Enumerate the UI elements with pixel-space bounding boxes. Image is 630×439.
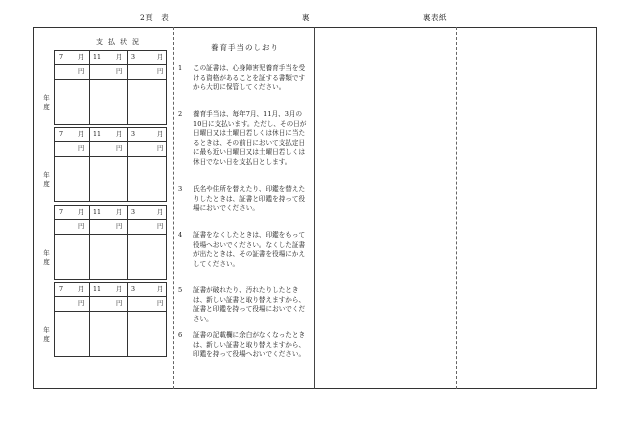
payment-amount-yen: 円	[116, 145, 123, 152]
grid-row-line	[55, 156, 166, 157]
notice-item-text: この証書は、心身障害児養育手当を受ける資格があることを証する書類ですから大切に保管してください。	[193, 64, 306, 92]
grid-row-line	[55, 79, 166, 80]
notice-item-text: 証書の記載欄に余白がなくなったときは、新しい証書と取り替えますから、印鑑を持って役場へおいでください。	[193, 331, 306, 359]
payment-block	[39, 205, 167, 280]
payment-amount-yen: 円	[157, 300, 164, 307]
notice-item-number: 3	[178, 185, 183, 193]
payment-amount-yen: 円	[78, 145, 85, 152]
payment-month-unit: 月	[116, 286, 123, 293]
notice-item-text: 養育手当は、毎年7月、11月、3月の10日に支払います。ただし、その日が日曜日又は土曜日若しくは休日に当たるときは、その前日において支払定日に最も近い日曜日又は土曜日若しくは休日でない日を支払日とします。	[193, 110, 307, 166]
payment-amount-yen: 円	[116, 68, 123, 75]
payment-block	[39, 127, 167, 202]
payment-month-unit: 月	[116, 131, 123, 138]
fiscal-year-label: 年 度	[43, 94, 50, 111]
fiscal-year-label: 年 度	[43, 171, 50, 188]
grid-column-line	[89, 206, 90, 279]
fiscal-year-label: 年 度	[43, 326, 50, 343]
payment-amount-yen: 円	[157, 68, 164, 75]
grid-row-line	[55, 141, 166, 142]
payment-month-number: 3	[131, 131, 136, 138]
payment-status-title: 支払状況	[96, 38, 144, 46]
notice-item-text: 氏名や住所を替えたり、印鑑を替えたりしたときは、証書と印鑑を持って役場においでください。	[193, 185, 306, 213]
grid-column-line	[127, 51, 128, 124]
grid-column-line	[89, 51, 90, 124]
payment-month-unit: 月	[157, 131, 164, 138]
notice-item-number: 1	[178, 64, 183, 72]
payment-month-number: 3	[131, 209, 136, 216]
payment-amount-yen: 円	[157, 145, 164, 152]
notice-item-number: 2	[178, 110, 183, 118]
payment-month-number: 7	[59, 131, 64, 138]
payment-month-number: 11	[93, 54, 102, 61]
payment-month-unit: 月	[78, 209, 85, 216]
payment-grid	[54, 127, 167, 202]
payment-month-unit: 月	[157, 209, 164, 216]
notice-item-text: 証書が破れたり、汚れたりしたときは、新しい証書と取り替えますから、証書と印鑑を持って役場においでください。	[193, 286, 306, 323]
payment-month-number: 3	[131, 54, 136, 61]
grid-row-line	[55, 311, 166, 312]
payment-month-unit: 月	[157, 286, 164, 293]
payment-block	[39, 50, 167, 125]
payment-month-unit: 月	[78, 286, 85, 293]
grid-column-line	[127, 206, 128, 279]
notice-title: 養育手当のしおり	[211, 43, 279, 52]
grid-row-line	[55, 64, 166, 65]
grid-column-line	[127, 128, 128, 201]
notice-item-number: 5	[178, 286, 183, 294]
grid-row-line	[55, 219, 166, 220]
grid-row-line	[55, 296, 166, 297]
payment-grid	[54, 50, 167, 125]
payment-amount-yen: 円	[116, 300, 123, 307]
payment-amount-yen: 円	[78, 223, 85, 230]
notice-item-number: 6	[178, 331, 183, 339]
payment-amount-yen: 円	[157, 223, 164, 230]
payment-month-number: 11	[93, 286, 102, 293]
payment-grid	[54, 282, 167, 357]
notice-item-text: 証書をなくしたときは、印鑑をもって役場へおいでください。なくした証書が出たときは、その証書を役場にかえしてください。	[193, 231, 306, 268]
fiscal-year-label: 年 度	[43, 249, 50, 266]
grid-column-line	[89, 128, 90, 201]
payment-month-number: 11	[93, 209, 102, 216]
payment-month-number: 7	[59, 286, 64, 293]
payment-month-number: 3	[131, 286, 136, 293]
payment-grid	[54, 205, 167, 280]
payment-month-unit: 月	[116, 209, 123, 216]
payment-month-number: 11	[93, 131, 102, 138]
back-label: 裏	[302, 13, 310, 22]
grid-column-line	[89, 283, 90, 356]
fold-line-right	[456, 27, 457, 389]
payment-block	[39, 282, 167, 357]
notice-item-number: 4	[178, 231, 183, 239]
payment-month-number: 7	[59, 209, 64, 216]
back-cover-label: 裏表紙	[423, 13, 447, 22]
payment-amount-yen: 円	[78, 300, 85, 307]
payment-amount-yen: 円	[116, 223, 123, 230]
payment-month-number: 7	[59, 54, 64, 61]
divider-middle	[314, 27, 315, 389]
payment-amount-yen: 円	[78, 68, 85, 75]
grid-row-line	[55, 234, 166, 235]
fold-line-left	[173, 27, 174, 389]
payment-month-unit: 月	[157, 54, 164, 61]
payment-month-unit: 月	[78, 131, 85, 138]
payment-month-unit: 月	[116, 54, 123, 61]
payment-month-unit: 月	[78, 54, 85, 61]
grid-column-line	[127, 283, 128, 356]
page-label: 2頁 表	[140, 13, 170, 22]
